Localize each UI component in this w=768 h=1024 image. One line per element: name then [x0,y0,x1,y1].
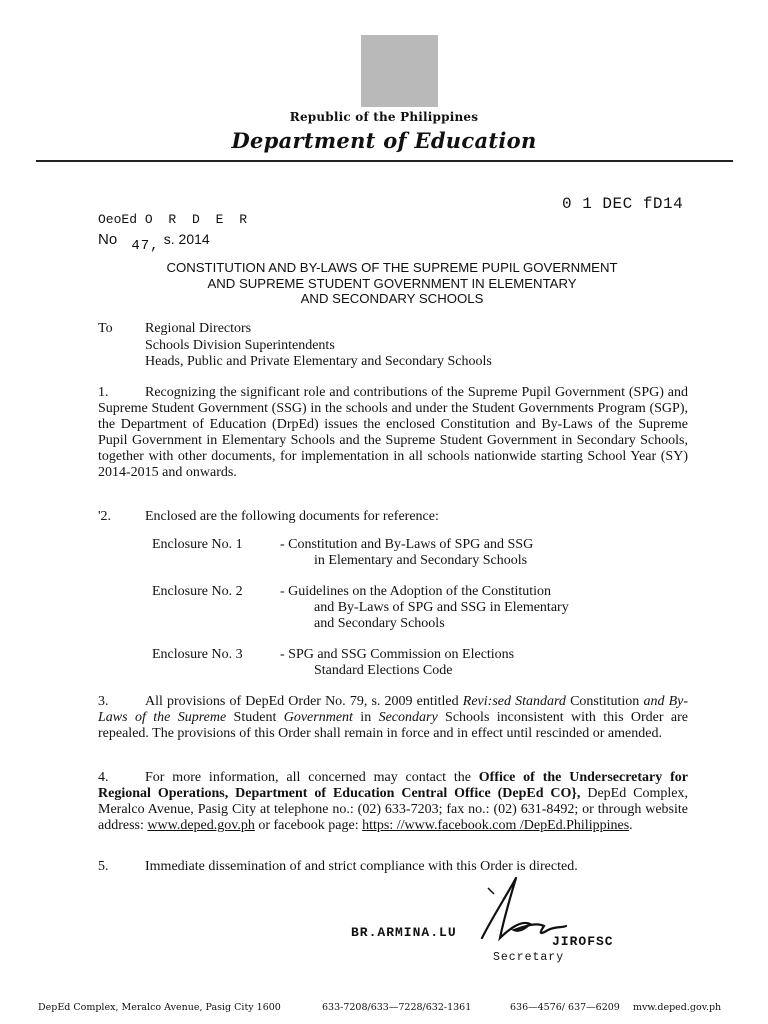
paragraph-1 [98,385,688,481]
order-heading [98,212,251,227]
signatory-name-end: JIROFSC [552,934,614,949]
paragraph-text: Immediate dissemination of and strict compliance with this Order is directed. [145,859,578,874]
text-run: Student [226,710,284,725]
order-no-label: No [98,231,118,248]
text-run: All provisions of DepEd Order No. 79, s. 2009 entitled [145,694,463,709]
enclosure-line: Standard Elections Code [314,663,453,678]
enclosure-line: - SPG and SSG Commission on Elections [280,647,515,662]
republic-heading: Republic of the Philippines [289,110,479,124]
paragraph-text: Recognizing the significant role and contributions of the Supreme Pupil Government (SPG) and Supreme Student Government (SSG) in the schools and under the Student Governments Program (SGP), the Department of Education (DrpEd) issues the enclosed Constitution and By-Laws of the Supreme Pupil Government in Elementary Schools and the Supreme Student Government in Secondary Schools, together with other documents, for implementation in all schools nationwide starting School Year (SY) 2014-2015 and onwards. [98,385,688,480]
text-run-italic: Government [283,710,353,725]
enclosure-line: and By-Laws of SPG and SSG in Elementary [314,600,569,615]
enclosure-1-description [280,537,533,569]
text-run: For more information, all concerned may contact the [145,770,479,785]
enclosure-line: in Elementary and Secondary Schools [314,553,528,568]
footer-address: DepEd Complex, Meralco Avenue, Pasig City 1600 [38,1002,281,1013]
signatory-title: Secretary [493,951,565,964]
recipients-list [145,321,492,371]
enclosure-3-label: Enclosure No. 3 [152,647,243,662]
paragraph-text: Enclosed are the following documents for reference: [145,509,439,524]
text-run: DepEd Complex, Meralco Avenue, Pasig City at telephone no.: (02) 633-7203; fax no.: (02) 631-8492; or through website address: [98,786,688,833]
paragraph-number: '2. [98,509,112,524]
paragraph-5 [98,859,688,875]
enclosure-1-label: Enclosure No. 1 [152,537,243,552]
text-run: . [629,818,633,833]
order-label: O R D E R [144,212,252,227]
facebook-link[interactable]: https: //www.facebook.com /DepEd.Philippines [362,818,630,833]
recipient: Regional Directors [145,321,252,336]
text-run: or facebook page: [254,818,363,833]
order-number-line [98,231,210,254]
paragraph-number: 4. [98,770,109,785]
enclosure-line: - Guidelines on the Adoption of the Constitution [280,584,552,599]
recipient: Heads, Public and Private Elementary and Secondary Schools [145,354,492,369]
footer-fax: 636—4576/ 637—6209 [510,1002,620,1013]
text-run: in [352,710,379,725]
paragraph-4 [98,770,688,834]
text-run: Schools inconsistent with this Order are repealed. The provisions of this Order shall remain in force and in effect until rescinded or amended. [98,710,689,741]
enclosure-line: - Constitution and By-Laws of SPG and SSG [280,537,534,552]
to-label: To [98,321,113,336]
footer-phones: 633-7208/633—7228/632-1361 [322,1002,472,1013]
text-run-italic: Revi:sed Standard [462,694,566,709]
text-run-italic: and By-Laws of the Supreme [98,694,688,725]
paragraph-number: 5. [98,859,109,874]
order-series: s. 2014 [163,231,210,247]
signatory-name: BR.ARMINA.LU [351,925,457,940]
title-line: AND SUPREME STUDENT GOVERNMENT IN ELEMENTARY [207,275,577,291]
department-seal [361,35,438,107]
enclosure-2-description [280,584,569,632]
paragraph-number: 1. [98,385,109,400]
department-heading: Department of Education [231,128,537,153]
enclosure-3-description [280,647,514,679]
enclosure-2-label: Enclosure No. 2 [152,584,243,599]
order-prefix: OeoEd [98,212,138,227]
paragraph-number: 3. [98,694,109,709]
text-run-italic: Secondary [378,710,438,725]
office-name: Office of the Undersecretary for Regional Operations, Department of Education Central Office (DepEd CO}, [98,770,688,801]
title-line: AND SECONDARY SCHOOLS [300,291,484,306]
order-number: 47, [131,238,160,254]
enclosure-line: and Secondary Schools [314,616,445,631]
footer-website: mvw.deped.gov.ph [633,1002,722,1013]
date-stamp: 0 1 DEC fD14 [562,195,684,213]
paragraph-2 [98,509,688,525]
paragraph-3 [98,694,688,742]
recipient: Schools Division Superintendents [145,337,335,353]
header-divider [36,160,733,162]
title-line: CONSTITUTION AND BY-LAWS OF THE SUPREME PUPIL GOVERNMENT [166,260,618,275]
text-run: Constitution [565,694,644,709]
website-link[interactable]: www.deped.gov.ph [147,818,255,833]
order-title [98,260,686,307]
